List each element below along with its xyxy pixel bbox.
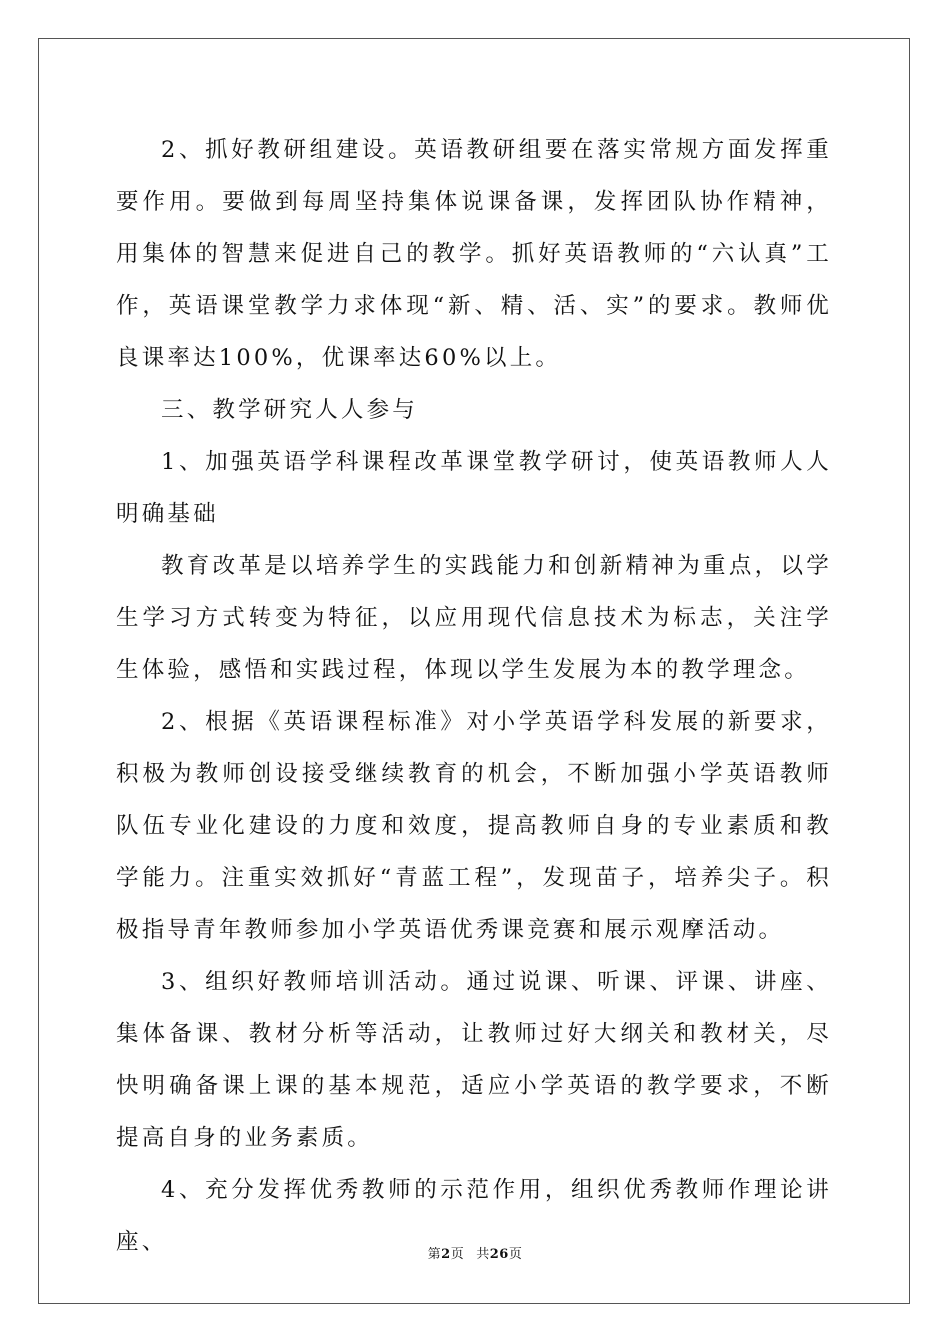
page-prefix: 第 [427,1247,442,1262]
paragraph-teaching-group: 2、抓好教研组建设。英语教研组要在落实常规方面发挥重要作用。要做到每周坚持集体说课备课，发挥团队协作精神，用集体的智慧来促进自己的教学。抓好英语教师的“六认真”工作，英语课堂教学力求体现“新、精、活、实”的要求。教师优良课率达100%，优课率达60%以上。 [116,137,832,371]
paragraph-education-reform: 教育改革是以培养学生的实践能力和创新精神为重点，以学生学习方式转变为特征，以应用现代信息技术为标志，关注学生体验，感悟和实践过程，体现以学生发展为本的教学理念。 [116,553,832,683]
page-suffix: 页 [450,1247,465,1262]
paragraph-curriculum-reform: 1、加强英语学科课程改革课堂教学研讨，使英语教师人人明确基础 [116,449,832,527]
paragraph-teacher-training: 3、组织好教师培训活动。通过说课、听课、评课、讲座、集体备课、教材分析等活动，让教师过好大纲关和教材关，尽快明确备课上课的基本规范，适应小学英语的教学要求，不断提高自身的业务素质。 [116,969,832,1151]
current-page-number: 2 [441,1247,451,1262]
document-body [116,124,832,1268]
section-heading-research: 三、教学研究人人参与 [161,397,419,423]
paragraph-curriculum-standard: 2、根据《英语课程标准》对小学英语学科发展的新要求，积极为教师创设接受继续教育的机会，不断加强小学英语教师队伍专业化建设的力度和效度，提高教师自身的专业素质和教学能力。注重实效抓好“青蓝工程”，发现苗子，培养尖子。积极指导青年教师参加小学英语优秀课竞赛和展示观摩活动。 [116,709,832,943]
paragraph-model-teachers: 4、充分发挥优秀教师的示范作用，组织优秀教师作理论讲座、 [116,1177,832,1255]
page-footer [0,1246,950,1264]
total-page-count: 26 [489,1247,509,1262]
total-suffix: 页 [508,1247,523,1262]
total-prefix: 共 [476,1247,490,1262]
